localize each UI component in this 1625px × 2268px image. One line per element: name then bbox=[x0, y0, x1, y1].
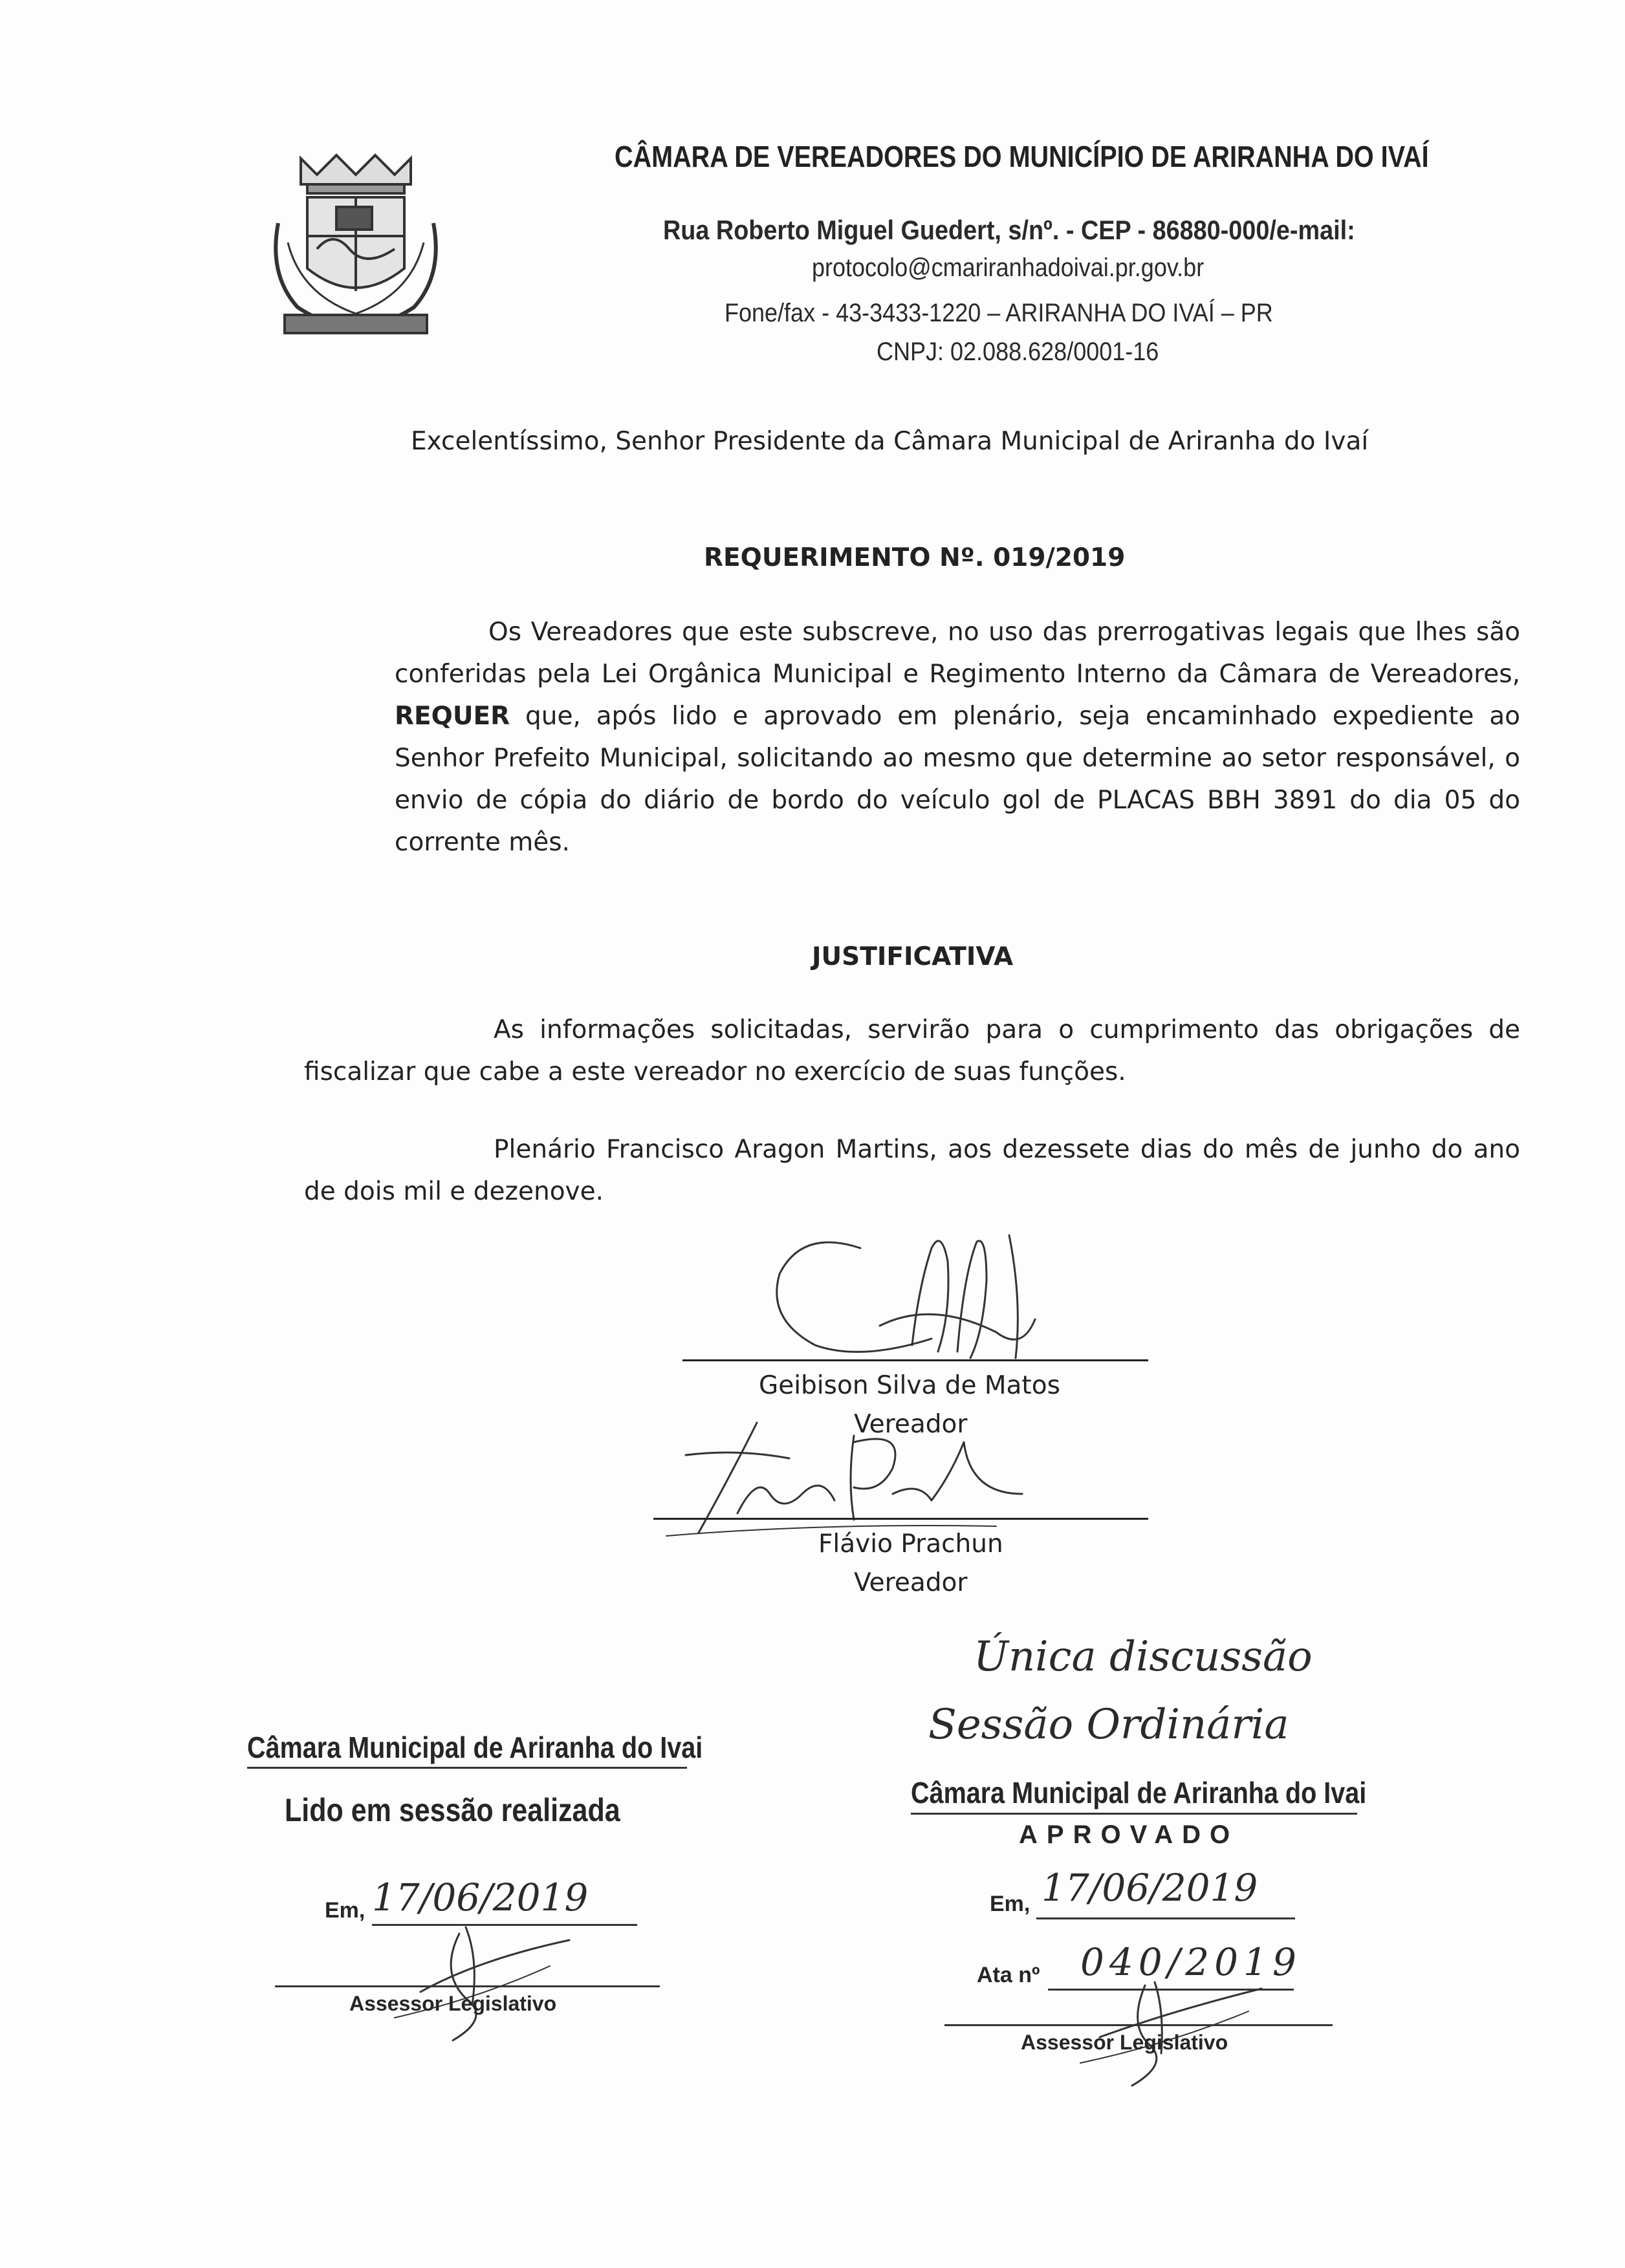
signature-line-1 bbox=[682, 1359, 1148, 1361]
left-stamp-signer: Assessor Legislativo bbox=[349, 1992, 557, 2015]
left-stamp-title: Câmara Municipal de Ariranha do Ivai bbox=[247, 1731, 703, 1764]
signer-role-1: Vereador bbox=[854, 1410, 968, 1439]
right-stamp-signer: Assessor Legislativo bbox=[1021, 2031, 1228, 2054]
left-stamp-signer-line bbox=[275, 1985, 660, 1987]
left-stamp-underline bbox=[247, 1767, 687, 1769]
right-stamp-status: APROVADO bbox=[1019, 1820, 1239, 1849]
request-text-part2: que, após lido e aprovado em plenário, seja encaminhado expediente ao Senhor Prefeito Municipal, solicitando ao mesmo que determine ao setor responsável, o envio de cópia do diário de bordo do veículo gol de PLACAS BBH 3891 do dia 05 do corrente mês. bbox=[395, 702, 1520, 857]
closing-text: Plenário Francisco Aragon Martins, aos dezessete dias do mês de junho do ano de dois mil e dezenove. bbox=[304, 1135, 1520, 1206]
signer-name-1: Geibison Silva de Matos bbox=[759, 1371, 1060, 1400]
left-stamp-signature-scribble bbox=[382, 1921, 576, 2044]
right-stamp-title: Câmara Municipal de Ariranha do Ivai bbox=[911, 1776, 1367, 1809]
left-stamp-date-handwritten: 17/06/2019 bbox=[372, 1875, 589, 1919]
handwritten-session-note: Sessão Ordinária bbox=[928, 1701, 1289, 1749]
right-stamp-ata-handwritten: 040/2019 bbox=[1080, 1940, 1302, 1984]
chamber-title: CÂMARA DE VEREADORES DO MUNICÍPIO DE ARIRANHA DO IVAÍ bbox=[615, 140, 1429, 173]
request-text-part1: Os Vereadores que este subscreve, no uso das prerrogativas legais que lhes são conferidas pela Lei Orgânica Municipal e Regimento Interno da Câmara de Vereadores, bbox=[395, 618, 1520, 689]
signature-scribble-1 bbox=[763, 1222, 1067, 1371]
justification-text: As informações solicitadas, servirão para o cumprimento das obrigações de fiscalizar que cabe a este vereador no exercício de suas funções. bbox=[304, 1015, 1520, 1086]
right-stamp-ata-label: Ata nº bbox=[977, 1963, 1040, 1987]
salutation: Excelentíssimo, Senhor Presidente da Câmara Municipal de Ariranha do Ivaí bbox=[411, 427, 1369, 456]
right-stamp-date-handwritten: 17/06/2019 bbox=[1042, 1866, 1258, 1910]
signer-role-2: Vereador bbox=[854, 1568, 968, 1597]
right-stamp-underline bbox=[911, 1813, 1357, 1815]
signature-line-2 bbox=[653, 1518, 1148, 1520]
right-stamp-date-label: Em, bbox=[990, 1892, 1031, 1916]
justification-title: JUSTIFICATIVA bbox=[812, 942, 1014, 971]
request-keyword: REQUER bbox=[395, 702, 510, 731]
request-paragraph bbox=[395, 611, 1520, 863]
left-stamp-date-label: Em, bbox=[325, 1898, 365, 1923]
left-stamp-subtitle: Lido em sessão realizada bbox=[285, 1792, 620, 1828]
request-title: REQUERIMENTO Nº. 019/2019 bbox=[704, 543, 1126, 572]
signer-name-2: Flávio Prachun bbox=[818, 1529, 1003, 1559]
right-stamp-date-line bbox=[1036, 1917, 1295, 1919]
justification-paragraph bbox=[304, 1009, 1520, 1093]
address-line: Rua Roberto Miguel Guedert, s/nº. - CEP - 86880-000/e-mail: bbox=[663, 215, 1355, 245]
phone-line: Fone/fax - 43-3433-1220 – ARIRANHA DO IVAÍ – PR bbox=[725, 299, 1273, 327]
right-stamp-signer-line bbox=[944, 2024, 1333, 2026]
closing-paragraph bbox=[304, 1129, 1520, 1213]
municipal-crest-icon bbox=[262, 146, 450, 352]
cnpj-line: CNPJ: 02.088.628/0001-16 bbox=[877, 338, 1159, 366]
email-line: protocolo@cmariranhadoivai.pr.gov.br bbox=[812, 254, 1205, 282]
handwritten-discussion-note: Única discussão bbox=[974, 1633, 1313, 1681]
